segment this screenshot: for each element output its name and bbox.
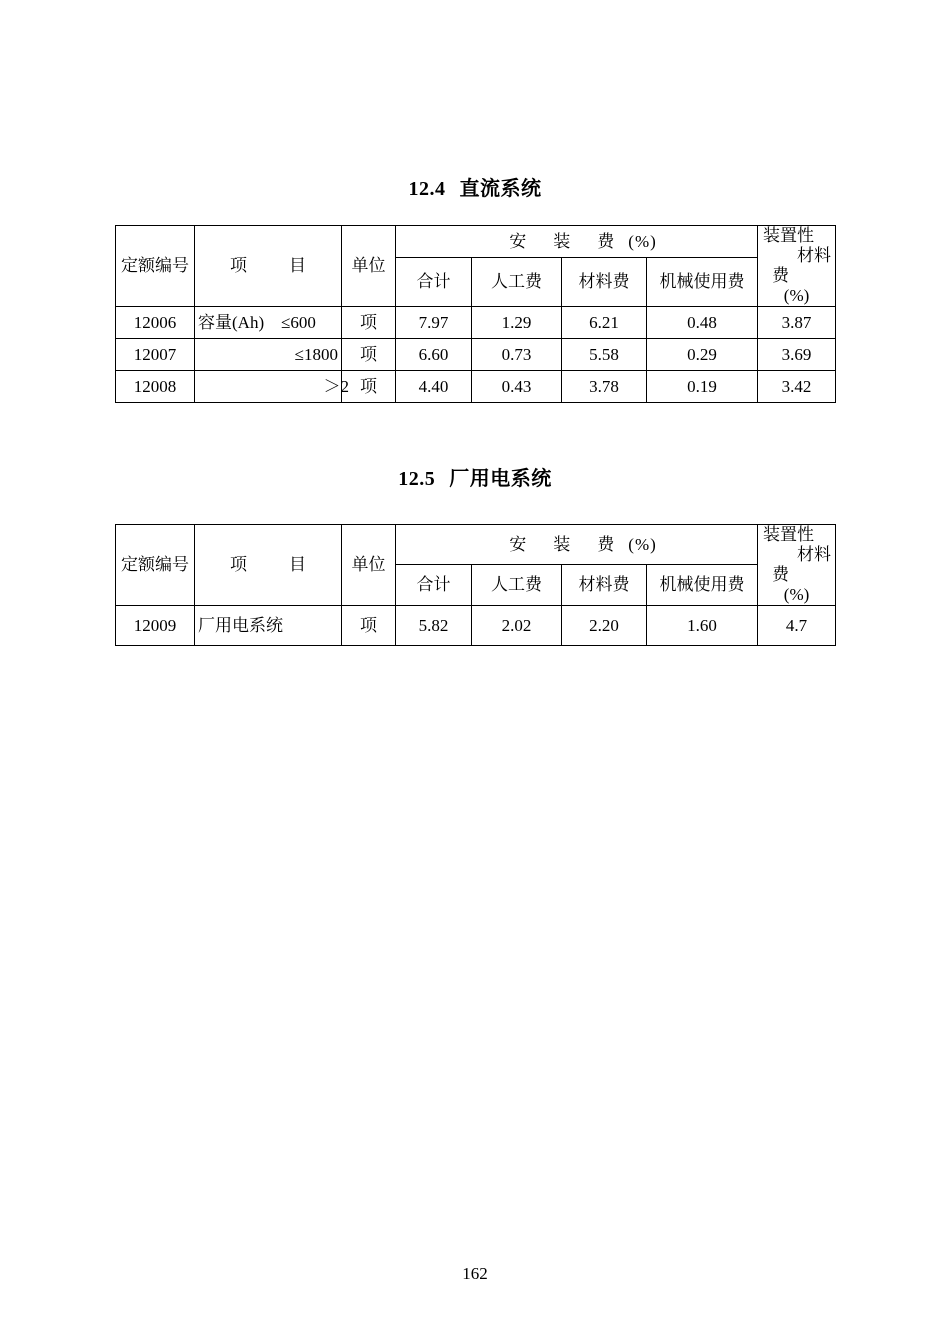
table-row bbox=[116, 371, 836, 403]
header-device-material bbox=[758, 226, 836, 307]
header-total: 合计 bbox=[396, 258, 472, 307]
install-fee-unit: (%) bbox=[628, 534, 657, 554]
cell-labor: 1.29 bbox=[472, 307, 562, 339]
header-install-fee bbox=[396, 226, 758, 258]
header-item-a: 项 bbox=[230, 256, 247, 275]
cell-material: 3.78 bbox=[562, 371, 647, 403]
section-title-12-5 bbox=[0, 462, 950, 491]
cell-total: 6.60 bbox=[396, 339, 472, 371]
header-item-b: 目 bbox=[289, 555, 306, 574]
cell-device-material: 3.42 bbox=[758, 371, 836, 403]
header-code: 定额编号 bbox=[116, 226, 195, 307]
cell-item: ≤1800 bbox=[195, 339, 342, 371]
device-material-line-2: 材料 bbox=[797, 246, 832, 265]
header-code: 定额编号 bbox=[116, 525, 195, 606]
cell-code: 12007 bbox=[116, 339, 195, 371]
section-heading: 直流系统 bbox=[459, 178, 542, 200]
page-number: 162 bbox=[462, 1264, 488, 1283]
device-material-line-1: 装置性 bbox=[763, 226, 815, 245]
device-material-line-3: 费 bbox=[772, 565, 790, 584]
device-material-line-4: (%) bbox=[783, 585, 810, 604]
cell-material: 2.20 bbox=[562, 606, 647, 646]
cell-total: 7.97 bbox=[396, 307, 472, 339]
header-install-fee bbox=[396, 525, 758, 565]
section-heading: 厂用电系统 bbox=[449, 468, 552, 490]
header-item-b: 目 bbox=[289, 256, 306, 275]
device-material-line-3: 费 bbox=[772, 266, 790, 285]
cell-code: 12008 bbox=[116, 371, 195, 403]
device-material-line-1: 装置性 bbox=[763, 525, 815, 544]
cell-code: 12006 bbox=[116, 307, 195, 339]
cell-machinery: 0.19 bbox=[647, 371, 758, 403]
cell-unit: 项 bbox=[342, 371, 396, 403]
header-unit: 单位 bbox=[342, 525, 396, 606]
header-item bbox=[195, 226, 342, 307]
section-title-12-4 bbox=[0, 172, 950, 201]
cell-device-material: 4.7 bbox=[758, 606, 836, 646]
cell-unit: 项 bbox=[342, 339, 396, 371]
table-row bbox=[116, 606, 836, 646]
header-material: 材料费 bbox=[562, 565, 647, 606]
install-fee-char-3: 费 bbox=[597, 534, 616, 554]
cell-item-text: ＞2 bbox=[323, 376, 349, 396]
table-row bbox=[116, 307, 836, 339]
quota-table-dc-system bbox=[115, 225, 836, 403]
install-fee-char-1: 安 bbox=[509, 231, 528, 251]
header-unit: 单位 bbox=[342, 226, 396, 307]
cell-device-material: 3.87 bbox=[758, 307, 836, 339]
header-device-material bbox=[758, 525, 836, 606]
cell-item bbox=[195, 371, 349, 403]
cell-machinery: 1.60 bbox=[647, 606, 758, 646]
header-labor: 人工费 bbox=[472, 565, 562, 606]
header-material: 材料费 bbox=[562, 258, 647, 307]
install-fee-unit: (%) bbox=[628, 231, 657, 251]
quota-table-station-service bbox=[115, 524, 836, 646]
install-fee-char-2: 装 bbox=[553, 534, 572, 554]
cell-material: 6.21 bbox=[562, 307, 647, 339]
install-fee-char-2: 装 bbox=[553, 231, 572, 251]
header-machinery: 机械使用费 bbox=[647, 258, 758, 307]
cell-device-material: 3.69 bbox=[758, 339, 836, 371]
section-number: 12.5 bbox=[398, 468, 436, 490]
header-machinery: 机械使用费 bbox=[647, 565, 758, 606]
header-labor: 人工费 bbox=[472, 258, 562, 307]
cell-total: 4.40 bbox=[396, 371, 472, 403]
header-item bbox=[195, 525, 342, 606]
cell-machinery: 0.48 bbox=[647, 307, 758, 339]
cell-labor: 0.43 bbox=[472, 371, 562, 403]
cell-unit: 项 bbox=[342, 606, 396, 646]
device-material-line-2: 材料 bbox=[797, 545, 832, 564]
cell-material: 5.58 bbox=[562, 339, 647, 371]
cell-labor: 0.73 bbox=[472, 339, 562, 371]
cell-code: 12009 bbox=[116, 606, 195, 646]
device-material-line-4: (%) bbox=[783, 286, 810, 305]
install-fee-char-1: 安 bbox=[509, 534, 528, 554]
table-row bbox=[116, 339, 836, 371]
install-fee-char-3: 费 bbox=[597, 231, 616, 251]
cell-item: 容量(Ah) ≤600 bbox=[195, 307, 342, 339]
header-total: 合计 bbox=[396, 565, 472, 606]
cell-machinery: 0.29 bbox=[647, 339, 758, 371]
cell-total: 5.82 bbox=[396, 606, 472, 646]
header-item-a: 项 bbox=[230, 555, 247, 574]
cell-labor: 2.02 bbox=[472, 606, 562, 646]
section-number: 12.4 bbox=[408, 178, 446, 200]
cell-unit: 项 bbox=[342, 307, 396, 339]
cell-item: 厂用电系统 bbox=[195, 606, 342, 646]
